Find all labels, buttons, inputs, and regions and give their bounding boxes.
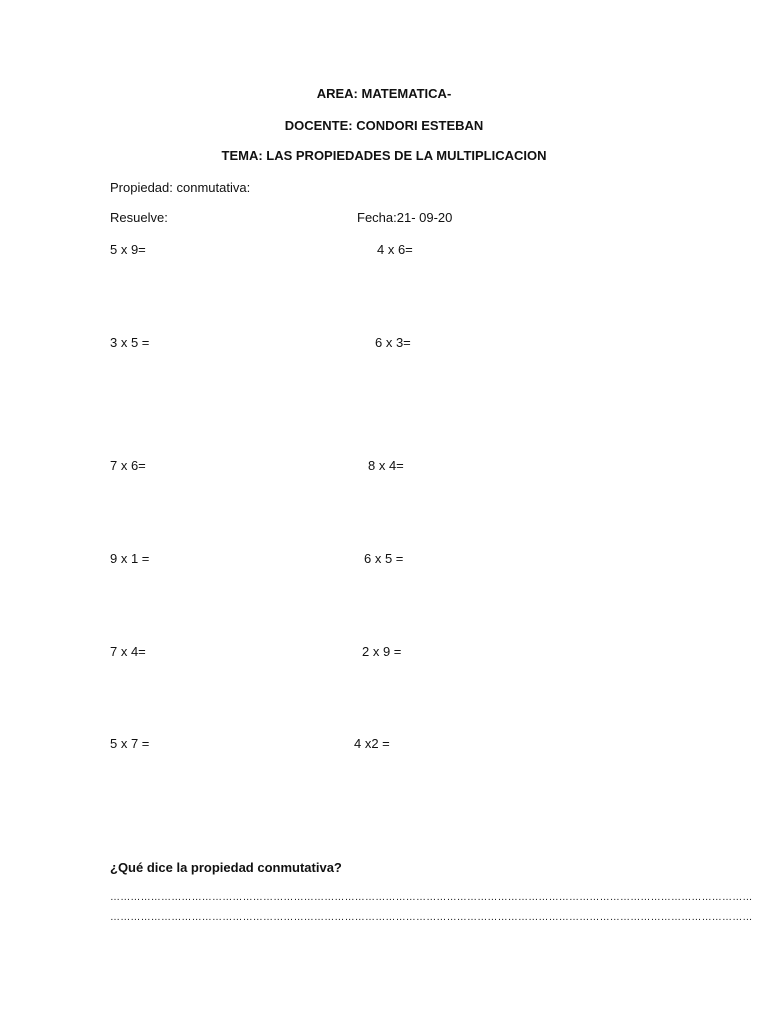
answer-line-1: ……………………………………………………………………………………………………………………………………………………………………… bbox=[110, 892, 753, 903]
exercise-left-6: 5 x 7 = bbox=[110, 736, 150, 751]
area-heading: AREA: MATEMATICA- bbox=[316, 86, 452, 101]
answer-line-2: ……………………………………………………………………………………………………………………………………………………………………… bbox=[110, 912, 753, 923]
exercise-right-2: 6 x 3= bbox=[375, 335, 411, 350]
question-text: ¿Qué dice la propiedad conmutativa? bbox=[110, 860, 342, 875]
fecha-label: Fecha:21- 09-20 bbox=[357, 210, 453, 225]
exercise-right-4: 6 x 5 = bbox=[364, 551, 404, 566]
exercise-right-5: 2 x 9 = bbox=[362, 644, 402, 659]
exercise-right-6: 4 x2 = bbox=[354, 736, 390, 751]
exercise-left-5: 7 x 4= bbox=[110, 644, 146, 659]
docente-heading: DOCENTE: CONDORI ESTEBAN bbox=[284, 118, 484, 133]
exercise-right-3: 8 x 4= bbox=[368, 458, 404, 473]
exercise-left-4: 9 x 1 = bbox=[110, 551, 150, 566]
propiedad-label: Propiedad: conmutativa: bbox=[110, 180, 251, 195]
exercise-left-2: 3 x 5 = bbox=[110, 335, 150, 350]
exercise-left-3: 7 x 6= bbox=[110, 458, 146, 473]
resuelve-label: Resuelve: bbox=[110, 210, 168, 225]
exercise-left-1: 5 x 9= bbox=[110, 242, 146, 257]
tema-heading: TEMA: LAS PROPIEDADES DE LA MULTIPLICACION bbox=[221, 148, 547, 163]
exercise-right-1: 4 x 6= bbox=[377, 242, 413, 257]
